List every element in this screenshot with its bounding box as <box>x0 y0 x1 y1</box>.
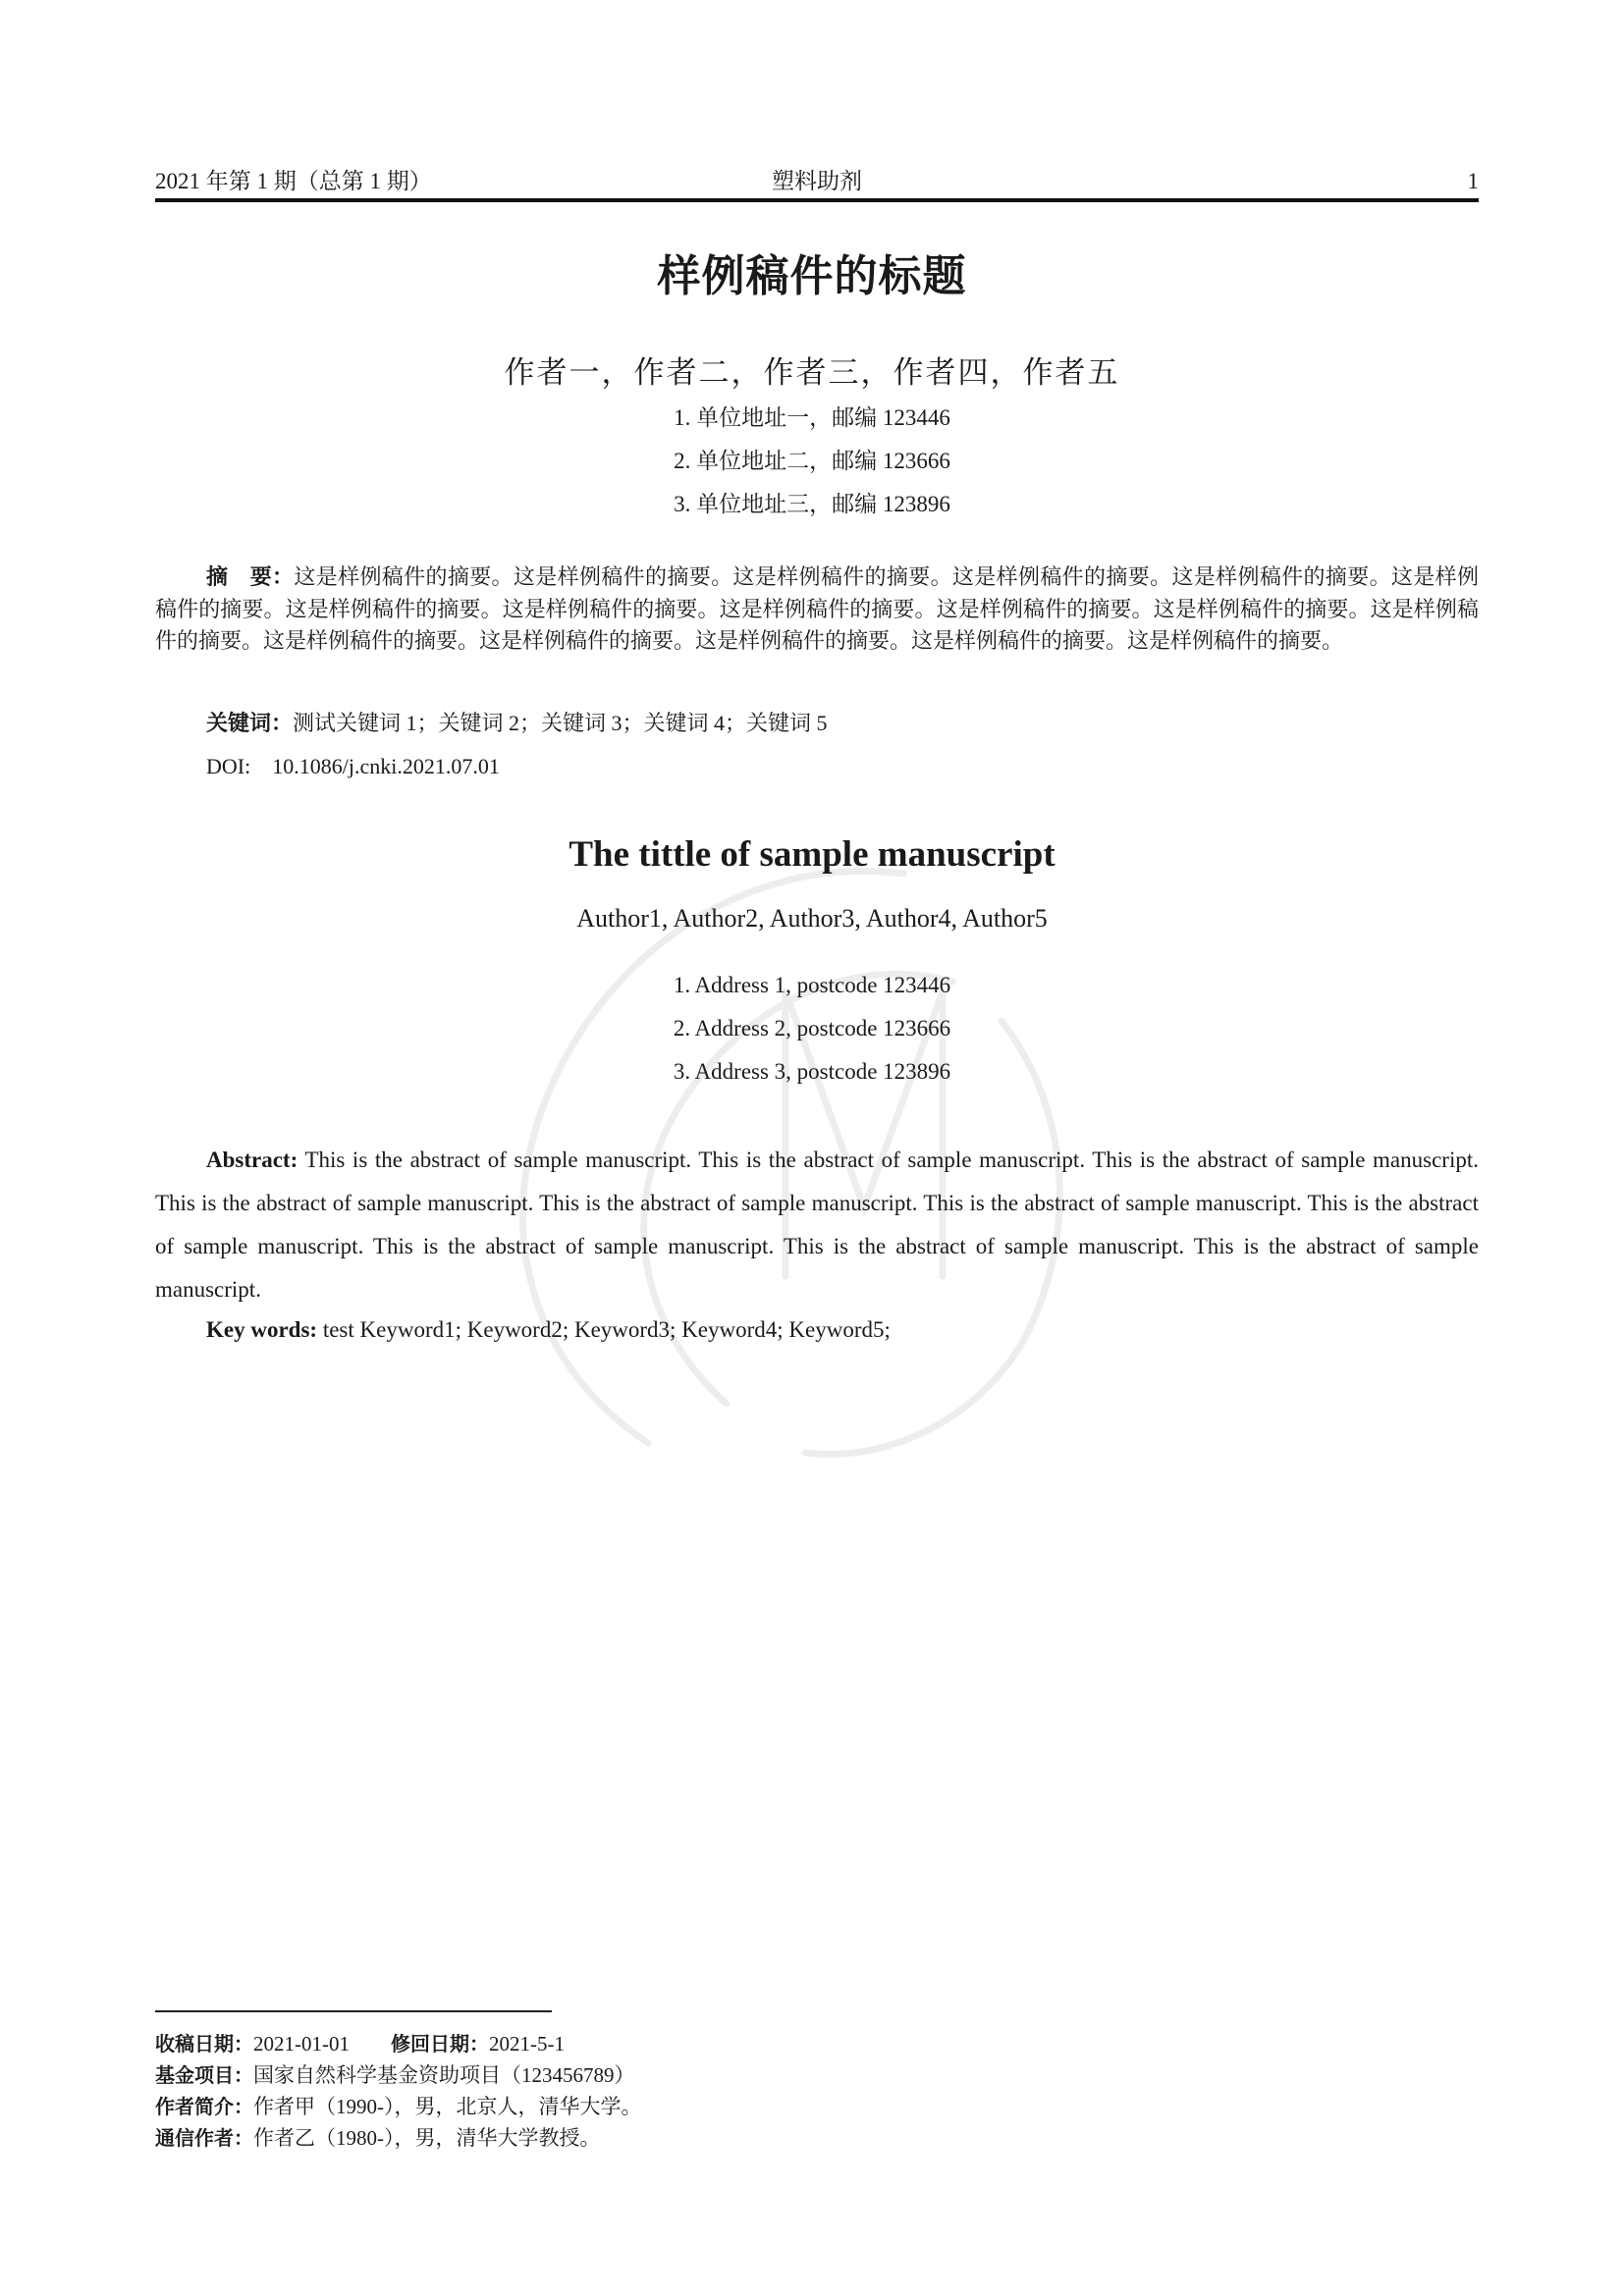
cn-abstract <box>155 561 1479 657</box>
en-abstract-label: Abstract: <box>206 1148 298 1172</box>
footnote-dates <box>155 2028 1479 2059</box>
cn-affiliations <box>0 397 1624 526</box>
en-affiliation: 1. Address 1, postcode 123446 <box>673 973 951 997</box>
revised-value: 2021-5-1 <box>489 2032 565 2056</box>
en-affiliations <box>0 964 1624 1094</box>
footnotes <box>155 2028 1479 2154</box>
cn-keywords-text: 测试关键词 1；关键词 2；关键词 3；关键词 4；关键词 5 <box>293 711 828 735</box>
journal-name: 塑料助剂 <box>772 169 862 193</box>
footnote-fund <box>155 2059 1479 2091</box>
fund-label: 基金项目： <box>155 2063 253 2087</box>
en-keywords <box>206 1310 1479 1350</box>
en-title: The tittle of sample manuscript <box>568 834 1056 875</box>
cn-abstract-text: 这是样例稿件的摘要。这是样例稿件的摘要。这是样例稿件的摘要。这是样例稿件的摘要。这是样例稿件的摘要。这是样例稿件的摘要。这是样例稿件的摘要。这是样例稿件的摘要。这是样例稿件的摘要。这是样例稿件的摘要。这是样例稿件的摘要。这是样例稿件的摘要。这是样例稿件的摘要。这是样例稿件的摘要。这是样例稿件的摘要。这是样例稿件的摘要。这是样例稿件的摘要。 <box>155 564 1479 653</box>
author-bio-value: 作者甲（1990-），男，北京人，清华大学。 <box>253 2095 642 2118</box>
author-bio-label: 作者简介： <box>155 2095 253 2118</box>
cn-affiliation: 3. 单位地址三，邮编 123896 <box>674 492 950 516</box>
en-abstract <box>155 1139 1479 1311</box>
doi <box>206 750 500 783</box>
en-affiliation: 2. Address 2, postcode 123666 <box>673 1016 951 1041</box>
en-keywords-label: Key words: <box>206 1317 318 1342</box>
cn-keywords <box>206 707 1479 741</box>
footnote-author-bio <box>155 2091 1479 2122</box>
cn-keywords-label: 关键词： <box>206 712 294 736</box>
corresponding-value: 作者乙（1980-），男，清华大学教授。 <box>253 2126 601 2150</box>
cn-affiliation: 1. 单位地址一，邮编 123446 <box>674 405 950 430</box>
received-value: 2021-01-01 <box>253 2032 350 2056</box>
footnote-rule <box>155 2010 552 2012</box>
issue-info: 2021 年第 1 期（总第 1 期） <box>155 169 432 193</box>
doi-value: 10.1086/j.cnki.2021.07.01 <box>272 754 500 778</box>
en-abstract-text: This is the abstract of sample manuscript. This is the abstract of sample manuscript. This is the abstract of sample manuscript. This is the abstract of sample manuscript. This is the abstract of sample manuscript. This is the abstract of sample manuscript. This is the abstract of sample manuscript. This is the abstract of sample manuscript. This is the abstract of sample manuscript. This is the abstract of sample manuscript. <box>155 1148 1479 1302</box>
cn-authors: 作者一，作者二，作者三，作者四，作者五 <box>504 355 1120 390</box>
cn-title: 样例稿件的标题 <box>657 251 967 301</box>
revised-label: 修回日期： <box>391 2032 489 2056</box>
en-keywords-text: test Keyword1; Keyword2; Keyword3; Keyword4; Keyword5; <box>317 1317 891 1342</box>
fund-value: 国家自然科学基金资助项目（123456789） <box>253 2063 635 2087</box>
cn-affiliation: 2. 单位地址二，邮编 123666 <box>674 449 950 473</box>
footnote-corresponding <box>155 2122 1479 2154</box>
cn-abstract-label: 摘 要： <box>206 565 295 590</box>
en-authors: Author1, Author2, Author3, Author4, Author5 <box>576 904 1048 933</box>
page-number: 1 <box>1467 169 1479 193</box>
corresponding-label: 通信作者： <box>155 2126 253 2150</box>
received-label: 收稿日期： <box>155 2032 253 2056</box>
running-header <box>155 165 1479 198</box>
en-affiliation: 3. Address 3, postcode 123896 <box>673 1059 951 1084</box>
header-rule <box>155 198 1479 202</box>
doi-label: DOI: <box>206 754 251 778</box>
